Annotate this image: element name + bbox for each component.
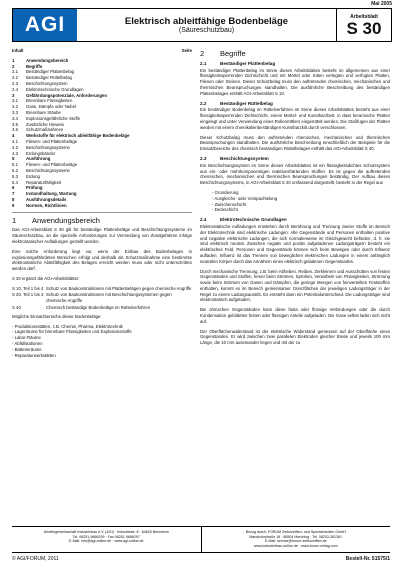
list-item: - Reparaturwerkstätten [12, 353, 192, 359]
paragraph: S 30 ergänzt die AGI-Arbeitsblätter: [12, 275, 80, 281]
coating-layers-list [200, 190, 390, 213]
subsection-title: Beständiger Rüttelbelag [220, 100, 273, 106]
toc-number: 2.2 [12, 75, 18, 81]
toc-title: Beschichtungssysteme [26, 167, 70, 173]
section-2-heading [200, 51, 390, 57]
subsection-heading [200, 156, 390, 162]
toc-number: 3.3 [12, 109, 18, 115]
sheet-id-block [337, 9, 391, 41]
toc-title: Prüfung [26, 185, 43, 191]
toc-number: 2.1 [12, 69, 18, 75]
list-item: - Deckschicht [212, 207, 390, 213]
subsection-heading [200, 101, 390, 107]
left-column [12, 48, 192, 362]
table-of-contents [12, 58, 192, 209]
toc-title: Gefährdungspotenziale, Anforderungen [26, 92, 108, 98]
toc-title: Instandhaltung, Wartung [26, 191, 77, 197]
toc-number: 5.4 [12, 179, 18, 185]
list-item: - Produktionsstätten, z.B. Chemie, Pharma, Elektrotechnik [12, 324, 192, 330]
paragraph: Dieser Schutzbelag muss den auftretenden chemischen, mechanischen und thermischen Beanspruchungen standhalten. Die ausführliche Beschreibung einschließlich der Beispiele für die Einsatzbereiche des chemisch beständigen Rüttelbelages enthält das AGI-Arbeitsblatt S 40. [200, 134, 390, 152]
document-header [12, 8, 392, 42]
toc-title: Werkstoffe für elektrisch ableitfähige Bodenbeläge [26, 133, 130, 139]
toc-title: Ausführung [26, 156, 51, 162]
list-item: - Labor-Räume [12, 335, 192, 341]
toc-title: Beständiger Plattenbelag [26, 69, 75, 75]
toc-number: 4.3 [12, 150, 18, 156]
paragraph: Mögliche Einsatzbereiche dieser Bodenbeläge: [12, 313, 102, 319]
toc-number: 7 [12, 191, 15, 197]
list-item: - Ausgleichs- oder Vorspachtelung [212, 196, 390, 202]
toc-title: Begriffe [26, 63, 43, 69]
toc-title: Beständiger Rüttelbelag [26, 75, 72, 81]
toc-title: Erdungsbänder [26, 150, 56, 156]
reference-code: S 20, Teil 1 bis 3 [12, 292, 44, 298]
title-block [77, 9, 337, 41]
toc-number: 3 [12, 92, 15, 98]
subsection-title: Beständiger Plattenbelag [220, 60, 276, 66]
section-1-heading [12, 215, 192, 225]
toc-title: Beschichtungssystem [26, 80, 68, 86]
paragraph: Ein beständiger Bodenbelag im Rüttelverfahren im Sinne dieses Arbeitsblattes besteht aus einer flüssigkeitssperrenden Dichtschicht, einem Mörtel- und Kunstharzbett, in dass keramische Platten eingelegt und unter Verwendung eines Rollenrüttlers eingerüttelt werden. Die Stoßfugen der Platten werden mit einem chemikalienbeständigen Kunstharzkitt durch verschlossen. [200, 107, 390, 130]
section-number: 2 [200, 49, 205, 58]
document-subtitle: (Säureschutzbau) [178, 27, 235, 34]
toc-title: Anwendungsbereich [26, 57, 69, 63]
toc-number: 9 [12, 202, 15, 208]
footer-line: Mandichostraße 18 · 86504 Merching · Tel. 08233-381361 [249, 534, 343, 539]
toc-inhalt-label: Inhalt [12, 48, 24, 53]
toc-title: Explosionsgefährliche Stoffe [26, 115, 81, 121]
toc-title: Reparaturfähigkeit [26, 179, 62, 185]
toc-number: 4.1 [12, 138, 18, 144]
paragraph: Ein Beschichtungssystem im Sinne dieses Arbeitsblattes ist ein flüssigkeitsdichtes Schutzsystem aus ein- oder mehrkomponentigen reaktionshärtenden Stoffen. Es ist gegen die auftretenden chemischen, mechanischen und thermischen Beanspruchungen beständig. Der Aufbau dieses Beschichtungssystems, in AGI-Arbeitsblatt S 20 umfassend dargestellt, besteht in der Regel aus [200, 162, 390, 186]
paragraph: Elektrostatische Aufladungen entstehen durch Berührung und Trennung zweier Stoffe im Bereich der Elektrotechnik sind elektrische Ladungen. Alle Gegenstände und Personen enthalten positive und negative elektrische Ladungen, die sich normalerweise im Gleichgewicht befinden, d. h. sie sind elektrisch neutral. Zwischen negativ und positiv aufgeladenen Ladungsträgern besteht ein elektrisches Feld. Personen und Gegenstände können sich beim Bewegen oder durch Influenz aufladen. Influenz ist das Trennen von beweglichen elektrischen Ladungen in einem anfänglich neutralen Körper durch das Annähern eines elektrisch geladenen Gegenstandes. [200, 223, 390, 264]
reference-row [12, 286, 192, 292]
toc-number: 6 [12, 185, 15, 191]
document-title: Elektrisch ableitfähige Bodenbeläge [124, 16, 289, 27]
toc-number: 5.2 [12, 167, 18, 173]
toc-number: 2 [12, 63, 15, 69]
reference-row [12, 305, 192, 311]
list-item: - Lagerräume für brennbare Flüssigkeiten und Explosionsstoffe [12, 329, 192, 335]
toc-number: 2.4 [12, 86, 18, 92]
toc-number: 5 [12, 156, 15, 162]
toc-title: Beschichtungssysteme [26, 144, 70, 150]
section-title: Anwendungsbereich [32, 215, 100, 225]
reference-list [12, 286, 192, 311]
footer-line: Tel. 06251-9666299 · Fax 06251-9666297 [72, 534, 140, 539]
toc-number: 2.3 [12, 80, 18, 86]
section-number: 1 [12, 215, 17, 225]
subsection-number: 2.3 [200, 155, 207, 161]
toc-seite-label: Seite [181, 48, 192, 53]
toc-number: 5.1 [12, 162, 18, 168]
list-item: - Zwischenschicht [212, 202, 390, 208]
toc-title: Ausführungsdetails [26, 196, 67, 202]
reference-text: Schutz von Baukonstruktionen mit Beschichtungssystemen gegen chemische Angriffe [46, 292, 172, 304]
toc-title: Gase, Dämpfe oder Nebel [26, 104, 76, 110]
section-title: Begriffe [220, 49, 246, 58]
toc-title: Schutzmaßnahmen [26, 127, 64, 133]
paragraph: Bei ohmschen Gegenständen kann diese fasta oder flüssige Verbindungen oder die durch Kondensation gebildeten festen oder flüssigen Anteile aufgeladen. Die Gase selbst laden sich nicht auf. [200, 307, 390, 324]
distributor-info [202, 527, 391, 552]
paragraph: Der Oberflächenwiderstand ist der elektrische Widerstand gemessen auf der Oberfläche eines Gegenstandes. Er wird zwischen zwei parallelen Elektroden gleicher Breite und jeweils 100 mm Länge, die 10 mm auseinander liegen und mit der zu [200, 328, 390, 346]
order-number: Bestell-Nr. 51575/1 [345, 556, 390, 562]
sheet-number: S 30 [346, 18, 382, 38]
toc-row [12, 203, 192, 209]
page-footer [12, 526, 390, 553]
reference-text: Schutz von Baukonstruktionen mit Plattenbelägen gegen chemische Angriffe [46, 285, 192, 291]
list-item: - Grundierung [212, 190, 390, 196]
paragraph: Eine solche Anforderung liegt vor, wenn der Einbau des Bodenbelages in explosionsgefährdeten Bereichen erfolgt und deshalb als Schutzmaßnahme eine bestimmte elektrostatische Ableitfähigkeit des Belages erreicht werden muss oder nicht unterschritten werden darf. [12, 248, 192, 272]
toc-number: 3.2 [12, 104, 18, 110]
toc-title: Elektrotechnische Grundlagen [26, 86, 84, 92]
subsection-number: 2.1 [200, 60, 207, 66]
agi-logo: AGI [13, 9, 77, 41]
subsection-number: 2.2 [200, 100, 207, 106]
reference-row [12, 292, 192, 304]
toc-title: Erdung [26, 173, 40, 179]
list-item: - Batterieräume [12, 347, 192, 353]
footer-line: www.industriebau-online.de · www.forum-verlag.com [253, 543, 338, 548]
reference-text: Chemisch beständige Bodenbeläge im Rüttelverfahren [46, 305, 151, 311]
toc-header [12, 48, 192, 54]
toc-number: 8 [12, 196, 15, 202]
toc-number: 3.6 [12, 127, 18, 133]
toc-title: Normen, Richtlinien [26, 202, 67, 208]
bottom-bar [12, 556, 390, 562]
copyright: © AGI/FORUM, 2011 [12, 556, 59, 562]
subsection-number: 2.4 [200, 217, 207, 223]
toc-number: 4.2 [12, 144, 18, 150]
list-item: - Abfüllstationen [12, 341, 192, 347]
toc-title: Fliesen- und Plattenbeläge [26, 138, 78, 144]
toc-title: Brennbare Flüssigkeiten [26, 98, 73, 104]
paragraph: Durch mechanische Trennung, z.B. beim Abheben, Reiben, Zerkleinern und Ausschütten von festen Gegenständen und Stoffen, ferner beim Strömen, Sprühen, Verwirbeln von Flüssigkeiten, Strömung sowie beim Strömen von Gasen und Dämpfen, die geringe Mengen von feinverteilten Feststoffen enthalten, kommt es im Bereich gemeinsamer Grenzflächen der jeweiligen Ladungsträger in der Regel zu einem Ladungsaustritt. Es entsteht dann ein Potentialunterschied. Die Ladungsträger sind elektrostatisch aufgeladen. [200, 268, 390, 303]
footer-line: E-Mail: service@forum-zeitschriften.de [264, 539, 327, 544]
toc-number: 4 [12, 133, 15, 139]
paragraph: Das AGI-Arbeitsblatt S 30 gilt für beständige Plattenbeläge und Beschichtungssysteme im Säureschutzbau, an die spezielle Anforderungen zur Vermeidung von Zündgefahren infolge elektrostatischer Aufladungen gestellt werden. [12, 227, 192, 244]
subsection-heading [200, 61, 390, 67]
divider [12, 212, 192, 213]
subsection-title: Elektrotechnische Grundlagen [220, 217, 287, 223]
publication-date: Mai 2005 [371, 1, 392, 7]
sheet-label: Arbeitsblatt [350, 13, 378, 20]
toc-title: Brennbare Stäube [26, 109, 61, 115]
reference-code: S 10, Teil 1 bis 4 [12, 285, 44, 291]
application-areas-list [12, 324, 192, 359]
footer-line: E-Mail: info@agi-online.de · www.agi-online.de [68, 539, 144, 544]
toc-number: 1 [12, 57, 15, 63]
toc-number: 3.4 [12, 115, 18, 121]
toc-number: 3.5 [12, 121, 18, 127]
toc-title: Zusätzliche Hinweis [26, 121, 64, 127]
footer-line: Bezug durch: FORUM Zeitschriften- und Spezialmedien GmbH [245, 530, 346, 534]
toc-number: 3.1 [12, 98, 18, 104]
publisher-info [12, 527, 202, 552]
toc-title: Fliesen- und Plattenbeläge [26, 162, 78, 168]
reference-code: S 40 [12, 305, 21, 311]
subsection-title: Beschichtungssystem [220, 155, 269, 161]
paragraph: Ein beständiger Plattenbelag im Sinne dieses Arbeitsblattes besteht im allgemeinen aus einer flüssigkeitssperrenden Dichtschicht und mit Mörtel oder Kitten verlegten und verfugten Platten, Fliesen oder Steinen. Dieser Schutzbelag muss den auftretenden chemischen, mechanischen und thermischen Beanspruchungen standhalten. Die ausführliche Beschreibung des beständigen Plattenbelages enthält AGI-Arbeitsblatt S 10. [200, 67, 390, 96]
toc-number: 5.3 [12, 173, 18, 179]
footer-line: Arbeitsgemeinschaft Industriebau e.V. (AGI) · Industriestr. 8 · 64625 Bensheim [43, 530, 169, 534]
subsection-heading [200, 217, 390, 223]
right-column [200, 48, 390, 350]
